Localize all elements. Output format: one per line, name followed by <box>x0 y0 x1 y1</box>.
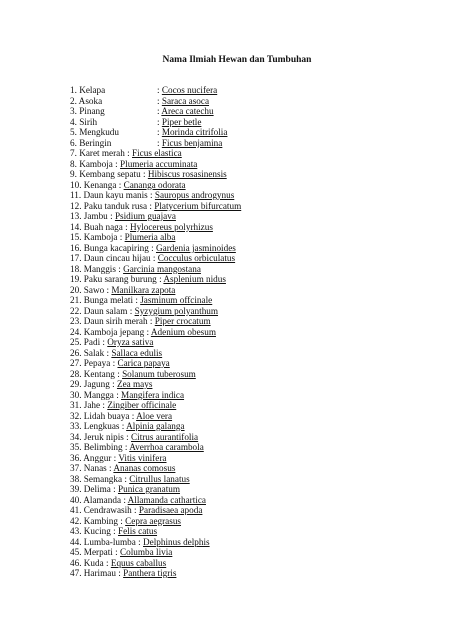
list-item <box>70 474 450 485</box>
separator: : <box>157 116 162 127</box>
scientific-name: Punica granatum <box>117 484 180 494</box>
scientific-name: Cocculus orbiculatus <box>157 253 236 263</box>
common-name: 44. Lumba-lumba <box>70 536 136 547</box>
list-item <box>70 558 450 569</box>
scientific-name: Columba livia <box>120 547 173 557</box>
separator: : <box>117 515 126 526</box>
list-item <box>70 96 450 107</box>
common-name: 38. Semangka <box>70 473 123 484</box>
separator: : <box>147 200 155 211</box>
scientific-name: Hibiscus rosasinensis <box>147 169 227 179</box>
scientific-name: Solanum tuberosum <box>122 368 196 379</box>
common-name: 27. Pepaya <box>70 358 111 368</box>
common-name: 16. Bunga kacapiring <box>70 242 149 253</box>
list-item <box>70 106 450 117</box>
scientific-name: Vitis vinifera <box>118 452 167 463</box>
list-item <box>70 495 450 506</box>
separator: : <box>123 431 132 442</box>
common-name: 9. Kembang sepatu <box>70 169 141 179</box>
scientific-name: Ananas comosus <box>113 463 176 473</box>
common-name: 22. Daun salam <box>70 305 128 316</box>
separator: : <box>100 337 108 347</box>
scientific-name: Averrhoa carambola <box>129 442 204 452</box>
scientific-name: Asplenium nidus <box>163 274 226 284</box>
scientific-name: Syzygium polyanthum <box>134 305 219 316</box>
scientific-name: Piper crocatum <box>154 316 211 326</box>
common-name: 11. Daun kayu manis <box>70 190 148 200</box>
list-item <box>70 211 450 222</box>
separator: : <box>113 389 122 400</box>
common-name: 43. Kucing <box>70 526 111 536</box>
scientific-name: Paradisaea apoda <box>138 505 203 515</box>
list-item <box>70 463 450 474</box>
separator: : <box>109 379 117 389</box>
scientific-name: Sauropus androgynus <box>154 190 235 200</box>
common-name: 20. Sawo <box>70 284 105 295</box>
list-item <box>70 306 450 317</box>
common-name: 15. Kamboja <box>70 232 118 242</box>
separator: : <box>122 442 130 452</box>
list-item <box>70 379 450 390</box>
scientific-name: Platycerium bifurcatum <box>154 200 242 211</box>
common-name: 10. Kenanga <box>70 179 117 190</box>
scientific-name: Panthera tigris <box>123 568 177 578</box>
separator: : <box>148 242 156 253</box>
common-name: 3. Pinang <box>70 106 105 116</box>
common-name: 1. Kelapa <box>70 85 106 95</box>
list-item <box>70 484 450 495</box>
list-item <box>70 285 450 296</box>
scientific-name: Ficus elastica <box>132 148 182 158</box>
scientific-name: Carica papaya <box>117 358 170 368</box>
list-item <box>70 547 450 558</box>
scientific-name: Oryza sativa <box>107 337 154 347</box>
list-item <box>70 148 450 159</box>
common-name: 6. Beringin <box>70 137 112 148</box>
separator: : <box>122 221 130 232</box>
common-name: 7. Karet merah <box>70 148 125 158</box>
scientific-name: Ficus benjamina <box>161 137 223 148</box>
scientific-name: Cananga odorata <box>123 179 186 190</box>
list-item <box>70 337 450 348</box>
scientific-name: Equus caballus <box>110 557 167 568</box>
scientific-name: Hylocereus polyrhizus <box>129 221 213 232</box>
separator: : <box>157 95 162 106</box>
scientific-name: Zingiber officinale <box>107 400 177 410</box>
separator: : <box>104 347 112 358</box>
separator: : <box>121 494 128 505</box>
list-item <box>70 358 450 369</box>
common-name: 37. Nanas <box>70 463 107 473</box>
common-name: 21. Bunga melati <box>70 295 134 305</box>
list-item <box>70 505 450 516</box>
list-item <box>70 243 450 254</box>
list-item <box>70 316 450 327</box>
common-name: 42. Kambing <box>70 515 118 526</box>
common-name: 19. Paku sarang burung <box>70 274 157 284</box>
species-list <box>70 85 450 579</box>
list-item <box>70 442 450 453</box>
common-name: 36. Anggur <box>70 452 112 463</box>
common-name: 24. Kamboja jepang <box>70 326 145 337</box>
scientific-name: Felis catus <box>117 526 158 536</box>
list-item <box>70 169 450 180</box>
scientific-name: Sallaca edulis <box>111 347 163 358</box>
scientific-name: Jasminum offcinale <box>140 295 213 305</box>
scientific-name: Cepra aegrasus <box>125 515 182 526</box>
common-name: 30. Mangga <box>70 389 114 400</box>
separator: : <box>119 421 127 431</box>
separator: : <box>129 410 137 421</box>
scientific-name: Morinda citrifolia <box>161 127 228 137</box>
scientific-name: Mangifera indica <box>121 389 185 400</box>
list-item <box>70 201 450 212</box>
common-name: 4. Sirih <box>70 116 98 127</box>
scientific-name: Citrus aurantifolia <box>131 431 199 442</box>
list-item <box>70 369 450 380</box>
list-item <box>70 138 450 149</box>
common-name: 17. Daun cincau hijau <box>70 253 151 263</box>
scientific-name: Allamanda cathartica <box>127 494 206 505</box>
separator: : <box>115 568 124 578</box>
list-item <box>70 159 450 170</box>
document-title: Nama Ilmiah Hewan dan Tumbuhan <box>162 55 312 65</box>
separator: : <box>122 473 130 484</box>
list-item <box>70 222 450 233</box>
common-name: 29. Jagung <box>70 379 110 389</box>
separator: : <box>135 536 143 547</box>
separator: : <box>140 169 148 179</box>
list-item <box>70 232 450 243</box>
common-name: 35. Belimbing <box>70 442 123 452</box>
scientific-name: Zea mays <box>116 379 153 389</box>
scientific-name: Alpinia galanga <box>126 421 185 431</box>
common-name: 28. Kentang <box>70 368 115 379</box>
separator: : <box>131 505 139 515</box>
list-item <box>70 568 450 579</box>
scientific-name: Plumeria alba <box>124 232 176 242</box>
separator: : <box>147 190 155 200</box>
scientific-name: Adenium obesum <box>150 326 216 337</box>
separator: : <box>110 484 118 494</box>
common-name: 5. Mengkudu <box>70 127 119 137</box>
scientific-name: Saraca asoca <box>161 95 210 106</box>
separator: : <box>107 211 115 221</box>
common-name: 26. Salak <box>70 347 105 358</box>
list-item <box>70 390 450 401</box>
list-item <box>70 400 450 411</box>
scientific-name: Piper betle <box>161 116 202 127</box>
list-item <box>70 516 450 527</box>
common-name: 18. Manggis <box>70 263 116 274</box>
scientific-name: Plumeria accuminata <box>120 158 198 169</box>
common-name: 34. Jeruk nipis <box>70 431 124 442</box>
list-item <box>70 432 450 443</box>
separator: : <box>157 106 162 116</box>
common-name: 40. Alamanda <box>70 494 122 505</box>
separator: : <box>156 274 164 284</box>
separator: : <box>127 305 135 316</box>
separator: : <box>106 463 114 473</box>
common-name: 33. Lengkuas <box>70 421 120 431</box>
scientific-name: Aloe vera <box>136 410 173 421</box>
list-item <box>70 411 450 422</box>
separator: : <box>112 158 121 169</box>
list-item <box>70 526 450 537</box>
scientific-name: Psidium guajava <box>114 211 176 221</box>
separator: : <box>144 326 151 337</box>
separator: : <box>110 526 118 536</box>
list-item <box>70 537 450 548</box>
list-item <box>70 453 450 464</box>
separator: : <box>157 127 162 137</box>
list-item <box>70 274 450 285</box>
list-item <box>70 327 450 338</box>
scientific-name: Cocos nucifera <box>161 85 218 95</box>
separator: : <box>111 452 119 463</box>
separator: : <box>112 547 121 557</box>
separator: : <box>157 85 162 95</box>
separator: : <box>104 284 112 295</box>
list-item <box>70 348 450 359</box>
separator: : <box>103 557 111 568</box>
list-item <box>70 127 450 138</box>
list-item <box>70 180 450 191</box>
common-name: 32. Lidah buaya <box>70 410 130 421</box>
separator: : <box>147 316 155 326</box>
list-item <box>70 264 450 275</box>
common-name: 45. Merpati <box>70 547 113 557</box>
separator: : <box>133 295 141 305</box>
common-name: 23. Daun sirih merah <box>70 316 148 326</box>
common-name: 25. Padi <box>70 337 101 347</box>
list-item <box>70 190 450 201</box>
common-name: 31. Jahe <box>70 400 101 410</box>
separator: : <box>124 148 132 158</box>
scientific-name: Garcinia mangostana <box>123 263 201 274</box>
list-item <box>70 253 450 264</box>
list-item <box>70 85 450 96</box>
scientific-name: Manilkara zapota <box>111 284 176 295</box>
separator: : <box>100 400 108 410</box>
common-name: 8. Kamboja <box>70 158 113 169</box>
common-name: 47. Harimau <box>70 568 116 578</box>
list-item <box>70 117 450 128</box>
separator: : <box>157 137 162 148</box>
common-name: 14. Buah naga <box>70 221 123 232</box>
common-name: 41. Cendrawasih <box>70 505 132 515</box>
list-item <box>70 421 450 432</box>
scientific-name: Areca catechu <box>161 106 214 116</box>
separator: : <box>114 368 123 379</box>
separator: : <box>115 263 124 274</box>
list-item <box>70 295 450 306</box>
scientific-name: Citrullus lanatus <box>129 473 190 484</box>
scientific-name: Delphinus delphis <box>143 536 210 547</box>
separator: : <box>117 232 125 242</box>
separator: : <box>150 253 158 263</box>
common-name: 46. Kuda <box>70 557 104 568</box>
common-name: 12. Paku tanduk rusa <box>70 200 148 211</box>
common-name: 2. Asoka <box>70 95 103 106</box>
common-name: 39. Delima <box>70 484 111 494</box>
separator: : <box>110 358 118 368</box>
scientific-name: Gardenia jasminoides <box>156 242 236 253</box>
separator: : <box>116 179 124 190</box>
common-name: 13. Jambu <box>70 211 108 221</box>
